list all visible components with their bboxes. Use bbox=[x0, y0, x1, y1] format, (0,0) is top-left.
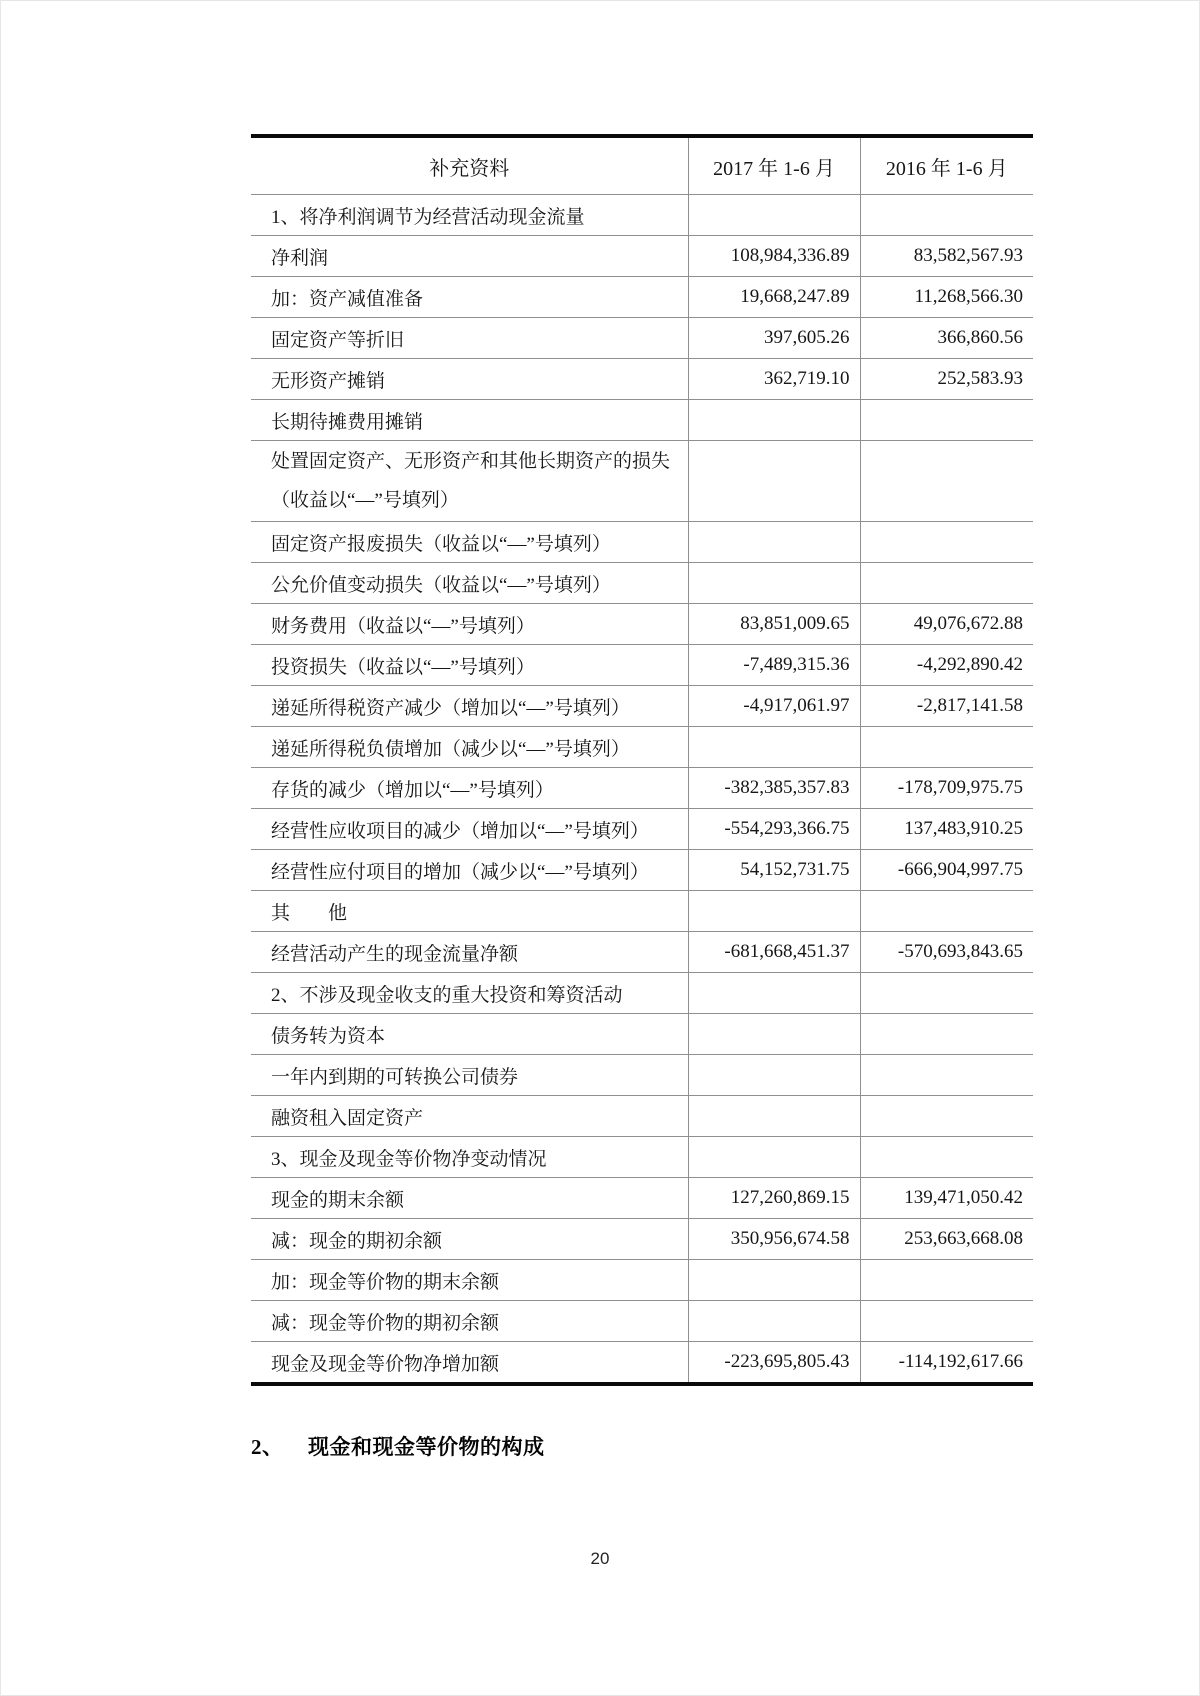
table-row bbox=[251, 1014, 1033, 1055]
row-label-cell bbox=[251, 809, 688, 850]
row-label: 经营性应收项目的减少（增加以“—”号填列） bbox=[271, 820, 649, 842]
table-row bbox=[251, 727, 1033, 768]
value-2017-cell: 19,668,247.89 bbox=[688, 277, 860, 318]
row-label: 现金的期末余额 bbox=[271, 1189, 405, 1211]
row-label: 无形资产摊销 bbox=[271, 370, 386, 392]
value-2017-cell: 54,152,731.75 bbox=[688, 850, 860, 891]
value-2016-cell: 366,860.56 bbox=[860, 318, 1033, 359]
value-2017-cell: 397,605.26 bbox=[688, 318, 860, 359]
row-label-cell bbox=[251, 1055, 688, 1096]
section-heading-title: 现金和现金等价物的构成 bbox=[308, 1435, 545, 1459]
value-2016-cell bbox=[860, 441, 1033, 522]
table-row bbox=[251, 850, 1033, 891]
row-label-cell bbox=[251, 400, 688, 441]
row-label: 加：现金等价物的期末余额 bbox=[271, 1271, 500, 1293]
table-row bbox=[251, 1055, 1033, 1096]
column-header-period-2017: 2017 年 1-6 月 bbox=[688, 136, 860, 195]
row-label: 减：现金等价物的期初余额 bbox=[271, 1312, 500, 1334]
table-row bbox=[251, 686, 1033, 727]
value-2016-cell: 137,483,910.25 bbox=[860, 809, 1033, 850]
column-header-supplementary-info: 补充资料 bbox=[251, 136, 688, 195]
row-label: 一年内到期的可转换公司债券 bbox=[271, 1066, 519, 1088]
row-label-cell bbox=[251, 604, 688, 645]
value-2017-cell bbox=[688, 441, 860, 522]
value-2016-cell: 139,471,050.42 bbox=[860, 1178, 1033, 1219]
supplementary-cash-flow-table bbox=[251, 134, 1033, 1386]
value-2016-cell bbox=[860, 891, 1033, 932]
value-2016-cell: -666,904,997.75 bbox=[860, 850, 1033, 891]
row-label: 长期待摊费用摊销 bbox=[271, 411, 424, 433]
value-2016-cell bbox=[860, 727, 1033, 768]
section-heading bbox=[251, 1431, 545, 1461]
table-section-row bbox=[251, 195, 1033, 236]
row-label-cell bbox=[251, 891, 688, 932]
table-row bbox=[251, 604, 1033, 645]
value-2016-cell bbox=[860, 1137, 1033, 1178]
row-label-cell bbox=[251, 1137, 688, 1178]
table-row bbox=[251, 359, 1033, 400]
row-label: 净利润 bbox=[271, 247, 329, 269]
row-label: 经营活动产生的现金流量净额 bbox=[271, 943, 519, 965]
column-header-period-2016: 2016 年 1-6 月 bbox=[860, 136, 1033, 195]
value-2017-cell: 83,851,009.65 bbox=[688, 604, 860, 645]
row-label: 递延所得税资产减少（增加以“—”号填列） bbox=[271, 697, 630, 719]
table-row bbox=[251, 441, 1033, 522]
row-label: 2、不涉及现金收支的重大投资和筹资活动 bbox=[271, 984, 623, 1006]
row-label-cell bbox=[251, 768, 688, 809]
value-2017-cell bbox=[688, 727, 860, 768]
table-header-row bbox=[251, 136, 1033, 195]
row-label-cell bbox=[251, 277, 688, 318]
row-label-cell bbox=[251, 563, 688, 604]
section-heading-number: 2、 bbox=[251, 1435, 284, 1459]
value-2016-cell bbox=[860, 195, 1033, 236]
row-label-cell bbox=[251, 318, 688, 359]
row-label-cell bbox=[251, 359, 688, 400]
value-2017-cell bbox=[688, 1260, 860, 1301]
value-2017-cell: -382,385,357.83 bbox=[688, 768, 860, 809]
value-2017-cell bbox=[688, 1055, 860, 1096]
value-2017-cell bbox=[688, 522, 860, 563]
table-row bbox=[251, 1178, 1033, 1219]
row-label: 投资损失（收益以“—”号填列） bbox=[271, 656, 535, 678]
row-label-cell bbox=[251, 441, 688, 522]
table-row bbox=[251, 932, 1033, 973]
value-2016-cell bbox=[860, 563, 1033, 604]
row-label: 减：现金的期初余额 bbox=[271, 1230, 443, 1252]
row-label: 加：资产减值准备 bbox=[271, 288, 424, 310]
value-2017-cell: -7,489,315.36 bbox=[688, 645, 860, 686]
row-label-cell bbox=[251, 973, 688, 1014]
row-label: 固定资产报废损失（收益以“—”号填列） bbox=[271, 533, 611, 555]
table-row bbox=[251, 1096, 1033, 1137]
table-row bbox=[251, 236, 1033, 277]
value-2017-cell: 108,984,336.89 bbox=[688, 236, 860, 277]
value-2017-cell bbox=[688, 973, 860, 1014]
table-row bbox=[251, 563, 1033, 604]
row-label: 公允价值变动损失（收益以“—”号填列） bbox=[271, 574, 611, 596]
row-label-cell bbox=[251, 1342, 688, 1385]
table-row bbox=[251, 1301, 1033, 1342]
value-2017-cell: 350,956,674.58 bbox=[688, 1219, 860, 1260]
value-2016-cell: 49,076,672.88 bbox=[860, 604, 1033, 645]
row-label-cell bbox=[251, 686, 688, 727]
value-2016-cell bbox=[860, 973, 1033, 1014]
value-2017-cell bbox=[688, 1301, 860, 1342]
value-2017-cell: -554,293,366.75 bbox=[688, 809, 860, 850]
value-2016-cell bbox=[860, 1096, 1033, 1137]
value-2017-cell bbox=[688, 195, 860, 236]
table-row bbox=[251, 522, 1033, 563]
row-label: 1、将净利润调节为经营活动现金流量 bbox=[271, 206, 585, 228]
value-2016-cell: 11,268,566.30 bbox=[860, 277, 1033, 318]
row-label-cell bbox=[251, 1260, 688, 1301]
value-2017-cell bbox=[688, 1014, 860, 1055]
table-row bbox=[251, 318, 1033, 359]
value-2017-cell bbox=[688, 563, 860, 604]
row-label-line2: （收益以“—”号填列） bbox=[271, 490, 459, 511]
row-label-cell bbox=[251, 1301, 688, 1342]
row-label: 融资租入固定资产 bbox=[271, 1107, 424, 1129]
row-label: 处置固定资产、无形资产和其他长期资产的损失 bbox=[271, 451, 671, 472]
row-label-cell bbox=[251, 727, 688, 768]
value-2017-cell: -223,695,805.43 bbox=[688, 1342, 860, 1385]
page-number: 20 bbox=[590, 1549, 610, 1568]
value-2017-cell: -4,917,061.97 bbox=[688, 686, 860, 727]
value-2016-cell: 252,583.93 bbox=[860, 359, 1033, 400]
value-2016-cell: -2,817,141.58 bbox=[860, 686, 1033, 727]
row-label-cell bbox=[251, 195, 688, 236]
value-2016-cell bbox=[860, 1260, 1033, 1301]
row-label-cell bbox=[251, 1219, 688, 1260]
row-label-cell bbox=[251, 932, 688, 973]
value-2016-cell bbox=[860, 400, 1033, 441]
value-2017-cell bbox=[688, 400, 860, 441]
row-label: 经营性应付项目的增加（减少以“—”号填列） bbox=[271, 861, 649, 883]
table-row bbox=[251, 891, 1033, 932]
row-label: 固定资产等折旧 bbox=[271, 329, 405, 351]
table-row bbox=[251, 1219, 1033, 1260]
value-2017-cell bbox=[688, 891, 860, 932]
row-label: 其 他 bbox=[271, 902, 348, 924]
value-2017-cell: 127,260,869.15 bbox=[688, 1178, 860, 1219]
row-label: 债务转为资本 bbox=[271, 1025, 386, 1047]
row-label-cell bbox=[251, 850, 688, 891]
row-label: 递延所得税负债增加（减少以“—”号填列） bbox=[271, 738, 630, 760]
row-label: 存货的减少（增加以“—”号填列） bbox=[271, 779, 554, 801]
value-2017-cell: 362,719.10 bbox=[688, 359, 860, 400]
table-section-row bbox=[251, 973, 1033, 1014]
row-label-cell bbox=[251, 1096, 688, 1137]
value-2017-cell: -681,668,451.37 bbox=[688, 932, 860, 973]
table-row bbox=[251, 400, 1033, 441]
table-row bbox=[251, 1342, 1033, 1385]
row-label-cell bbox=[251, 1014, 688, 1055]
row-label-cell bbox=[251, 645, 688, 686]
value-2016-cell: -114,192,617.66 bbox=[860, 1342, 1033, 1385]
value-2016-cell: -570,693,843.65 bbox=[860, 932, 1033, 973]
value-2016-cell: -4,292,890.42 bbox=[860, 645, 1033, 686]
table-row bbox=[251, 809, 1033, 850]
row-label-cell bbox=[251, 522, 688, 563]
value-2017-cell bbox=[688, 1096, 860, 1137]
value-2016-cell: -178,709,975.75 bbox=[860, 768, 1033, 809]
value-2016-cell bbox=[860, 1301, 1033, 1342]
table-row bbox=[251, 1260, 1033, 1301]
row-label-cell bbox=[251, 236, 688, 277]
value-2016-cell bbox=[860, 1055, 1033, 1096]
table-row bbox=[251, 277, 1033, 318]
row-label: 财务费用（收益以“—”号填列） bbox=[271, 615, 535, 637]
table-row bbox=[251, 645, 1033, 686]
value-2016-cell bbox=[860, 522, 1033, 563]
value-2016-cell: 83,582,567.93 bbox=[860, 236, 1033, 277]
value-2016-cell bbox=[860, 1014, 1033, 1055]
value-2016-cell: 253,663,668.08 bbox=[860, 1219, 1033, 1260]
table-row bbox=[251, 768, 1033, 809]
row-label: 3、现金及现金等价物净变动情况 bbox=[271, 1148, 547, 1170]
value-2017-cell bbox=[688, 1137, 860, 1178]
row-label-cell bbox=[251, 1178, 688, 1219]
table-section-row bbox=[251, 1137, 1033, 1178]
row-label: 现金及现金等价物净增加额 bbox=[271, 1353, 500, 1375]
